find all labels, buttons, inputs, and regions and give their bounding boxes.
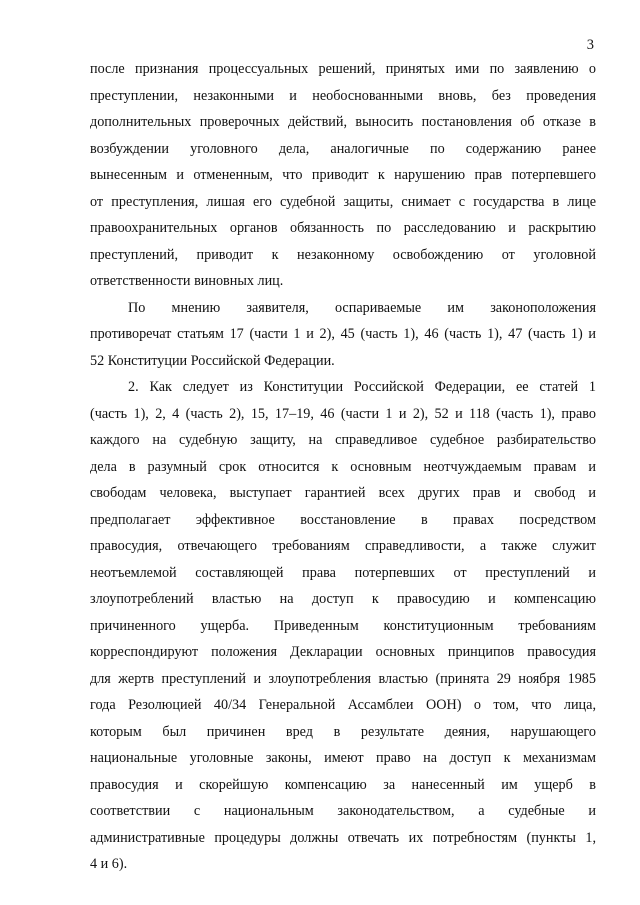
text-line: ответственности виновных лиц. (90, 273, 284, 289)
text-line: преступлении, незаконными и необоснованными вновь, без проведения (90, 87, 596, 104)
text-line: предполагает эффективное восстановление в правах посредством (90, 511, 596, 528)
text-line: правоохранительных органов обязанность по расследованию и раскрытию (90, 220, 596, 236)
text-line: 52 Конституции Российской Федерации. (90, 352, 335, 369)
body-text (90, 56, 596, 878)
text-line: корреспондируют положения Декларации основных принципов правосудия (90, 644, 596, 660)
text-line: преступлений, приводит к незаконному освобождению от уголовной (90, 246, 596, 263)
text-line: вынесенным и отмененным, что приводит к нарушению прав потерпевшего (90, 167, 596, 183)
text-line: каждого на судебную защиту, на справедливое судебное разбирательство (90, 432, 596, 448)
text-line: противоречат статьям 17 (части 1 и 2), 45 (часть 1), 46 (часть 1), 47 (часть 1) и (90, 326, 596, 342)
page-number: 3 (586, 37, 594, 53)
text-line: злоупотреблений властью на доступ к правосудию и компенсацию (90, 591, 596, 607)
text-line: национальные уголовные законы, имеют право на доступ к механизмам (90, 750, 596, 766)
text-line: для жертв преступлений и злоупотребления властью (принята 29 ноября 1985 (90, 670, 596, 687)
text-line: 4 и 6). (90, 856, 128, 872)
text-line: правосудия и скорейшую компенсацию за нанесенный им ущерб в (90, 776, 596, 793)
text-line: причиненного ущерба. Приведенным конституционным требованиям (90, 617, 596, 634)
text-line: правосудия, отвечающего требованиям справедливости, а также служит (90, 538, 596, 554)
text-line: от преступления, лишая его судебной защиты, снимает с государства в лице (90, 193, 596, 210)
text-line: которым был причинен вред в результате деяния, нарушающего (90, 723, 596, 740)
text-line: года Резолюцией 40/34 Генеральной Ассамблеи ООН) о том, что лица, (90, 697, 596, 713)
text-line: дела в разумный срок относится к основным неотчуждаемым правам и (90, 458, 596, 475)
text-line: административные процедуры должны отвечать их потребностям (пункты 1, (90, 829, 596, 846)
text-line: возбуждении уголовного дела, аналогичные по содержанию ранее (90, 140, 596, 157)
text-line: после признания процессуальных решений, принятых ими по заявлению о (90, 61, 596, 77)
text-line: неотъемлемой составляющей права потерпевших от преступлений и (90, 564, 596, 581)
text-line: 2. Как следует из Конституции Российской Федерации, ее статей 1 (128, 379, 596, 395)
text-line: соответствии с национальным законодательством, а судебные и (90, 803, 596, 819)
text-line: По мнению заявителя, оспариваемые им законоположения (128, 299, 596, 316)
text-line: свободам человека, выступает гарантией всех других прав и свобод и (90, 485, 596, 501)
text-line: дополнительных проверочных действий, выносить постановления об отказе в (90, 114, 596, 130)
text-line: (часть 1), 2, 4 (часть 2), 15, 17–19, 46 (части 1 и 2), 52 и 118 (часть 1), право (90, 405, 596, 422)
